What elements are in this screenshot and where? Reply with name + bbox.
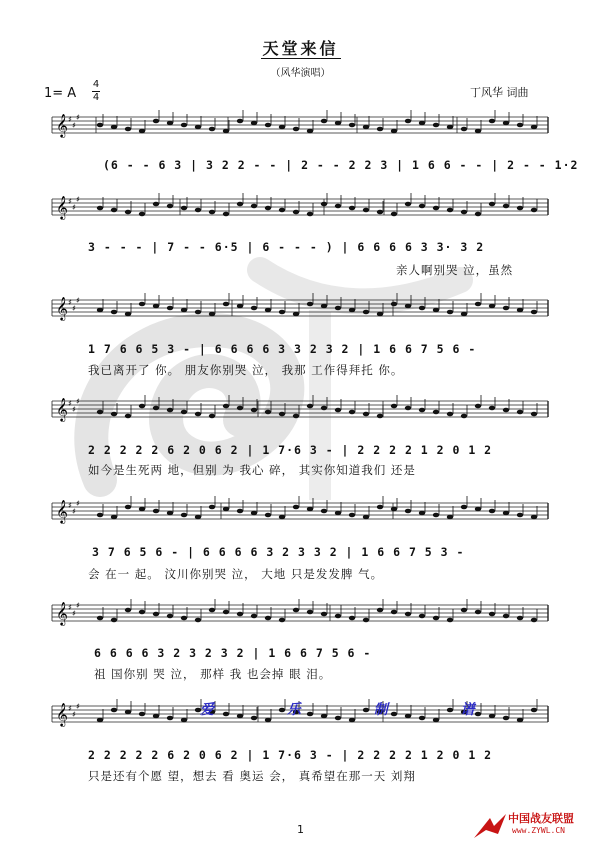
note-head xyxy=(405,406,411,411)
note-head xyxy=(363,208,369,213)
note-head xyxy=(209,312,215,317)
note-head xyxy=(125,608,131,613)
note-head xyxy=(335,121,341,126)
system-1-numbers: (6 - - 6 3 | 3 2 2 - - | 2 - - 2 2 3 | 1 6 6 - - | 2 - - 1·2 xyxy=(103,158,579,172)
note-head xyxy=(517,308,523,313)
note-head xyxy=(391,302,397,307)
note-head xyxy=(293,414,299,419)
note-head xyxy=(307,404,313,409)
note-head xyxy=(321,406,327,411)
note-head xyxy=(447,412,453,417)
note-head xyxy=(139,712,145,717)
note-head xyxy=(349,616,355,621)
note-head xyxy=(97,513,103,518)
note-head xyxy=(335,408,341,413)
note-head xyxy=(125,414,131,419)
note-head xyxy=(265,513,271,518)
note-head xyxy=(335,614,341,619)
note-head xyxy=(503,614,509,619)
note-head xyxy=(391,129,397,134)
system-7-numbers: 2 2 2 2 2 6 2 0 6 2 | 1 7·6 3 - | 2 2 2 2 1 2 0 1 2 xyxy=(88,748,493,762)
note-head xyxy=(223,610,229,615)
note-head xyxy=(489,509,495,514)
note-head xyxy=(531,125,537,130)
note-head xyxy=(139,404,145,409)
note-head xyxy=(209,127,215,132)
note-head xyxy=(433,513,439,518)
song-title: 天堂来信 xyxy=(262,39,339,58)
note-head xyxy=(195,618,201,623)
note-head xyxy=(279,310,285,315)
note-head xyxy=(349,410,355,415)
note-head xyxy=(363,412,369,417)
system-5-numbers: 3 7 6 5 6 - | 6 6 6 6 3 2 3 3 2 | 1 6 6 7 5 3 - xyxy=(92,545,465,559)
sharp-sign: ♯ xyxy=(72,710,76,719)
sharp-sign: ♯ xyxy=(72,609,76,618)
note-head xyxy=(475,507,481,512)
note-head xyxy=(237,612,243,617)
note-head xyxy=(209,210,215,215)
note-head xyxy=(209,414,215,419)
sharp-sign: ♯ xyxy=(68,115,72,124)
note-head xyxy=(153,714,159,719)
note-head xyxy=(251,614,257,619)
note-head xyxy=(139,212,145,217)
note-head xyxy=(391,507,397,512)
sharp-sign: ♯ xyxy=(76,499,80,508)
note-head xyxy=(405,612,411,617)
note-head xyxy=(363,515,369,520)
note-head xyxy=(97,718,103,723)
note-head xyxy=(517,616,523,621)
system-6-numbers: 6 6 6 6 3 2 3 2 3 2 | 1 6 6 7 5 6 - xyxy=(94,646,372,660)
note-head xyxy=(531,310,537,315)
sharp-sign: ♯ xyxy=(72,405,76,414)
note-head xyxy=(293,127,299,132)
note-head xyxy=(503,306,509,311)
note-head xyxy=(461,312,467,317)
system-4-numbers: 2 2 2 2 2 6 2 0 6 2 | 1 7·6 3 - | 2 2 2 2 1 2 0 1 2 xyxy=(88,443,493,457)
system-4-lyrics: 如今是生死两 地，但别 为 我心 碎， 其实你知道我们 还是 xyxy=(88,463,416,477)
note-head xyxy=(181,206,187,211)
note-head xyxy=(447,310,453,315)
note-head xyxy=(265,616,271,621)
note-head xyxy=(321,509,327,514)
note-head xyxy=(181,123,187,128)
sharp-sign: ♯ xyxy=(72,507,76,516)
note-head xyxy=(265,206,271,211)
note-head xyxy=(405,202,411,207)
sharp-sign: ♯ xyxy=(68,197,72,206)
note-head xyxy=(489,304,495,309)
note-head xyxy=(181,616,187,621)
note-head xyxy=(335,511,341,516)
sharp-sign: ♯ xyxy=(76,397,80,406)
note-head xyxy=(349,308,355,313)
system-3-lyrics: 我已离开了 你。 朋友你别哭 泣， 我那 工作得拜托 你。 xyxy=(88,363,404,377)
arranger-watermark: 爱 乐 制 谱 xyxy=(200,702,509,718)
note-head xyxy=(251,121,257,126)
sharp-sign: ♯ xyxy=(68,603,72,612)
note-head xyxy=(321,612,327,617)
treble-clef: 𝄞 xyxy=(56,397,68,421)
sharp-sign: ♯ xyxy=(72,304,76,313)
sharp-sign: ♯ xyxy=(72,203,76,212)
note-head xyxy=(419,204,425,209)
note-head xyxy=(279,125,285,130)
note-head xyxy=(447,515,453,520)
note-head xyxy=(139,507,145,512)
note-head xyxy=(279,208,285,213)
note-head xyxy=(237,119,243,124)
note-head xyxy=(475,610,481,615)
note-head xyxy=(167,121,173,126)
note-head xyxy=(349,513,355,518)
note-head xyxy=(391,610,397,615)
note-head xyxy=(517,718,523,723)
note-head xyxy=(237,406,243,411)
treble-clef: 𝄞 xyxy=(56,601,68,625)
note-head xyxy=(461,505,467,510)
key-signature: 1= A xyxy=(44,86,77,101)
system-2-lyrics: 亲人啊别哭 泣，虽然 xyxy=(396,263,514,277)
note-head xyxy=(279,412,285,417)
note-head xyxy=(153,509,159,514)
note-head xyxy=(335,204,341,209)
note-head xyxy=(111,515,117,520)
note-head xyxy=(531,515,537,520)
note-head xyxy=(237,202,243,207)
note-head xyxy=(447,618,453,623)
sharp-sign: ♯ xyxy=(76,601,80,610)
note-head xyxy=(433,123,439,128)
note-head xyxy=(223,507,229,512)
note-head xyxy=(209,608,215,613)
note-head xyxy=(461,210,467,215)
note-head xyxy=(335,306,341,311)
time-bottom: 4 xyxy=(92,92,100,103)
note-head xyxy=(377,505,383,510)
treble-clef: 𝄞 xyxy=(56,499,68,523)
note-head xyxy=(265,123,271,128)
note-head xyxy=(293,608,299,613)
note-head xyxy=(111,125,117,130)
treble-clef: 𝄞 xyxy=(56,195,68,219)
note-head xyxy=(363,618,369,623)
note-head xyxy=(111,618,117,623)
note-head xyxy=(195,412,201,417)
note-head xyxy=(223,212,229,217)
note-head xyxy=(307,212,313,217)
note-head xyxy=(433,410,439,415)
note-head xyxy=(279,618,285,623)
note-head xyxy=(391,404,397,409)
note-head xyxy=(97,123,103,128)
note-head xyxy=(475,212,481,217)
credit: 丁风华 词曲 xyxy=(470,86,529,99)
note-head xyxy=(531,412,537,417)
note-head xyxy=(195,310,201,315)
sharp-sign: ♯ xyxy=(68,298,72,307)
note-head xyxy=(517,206,523,211)
note-head xyxy=(251,306,257,311)
note-head xyxy=(433,308,439,313)
note-head xyxy=(517,410,523,415)
note-head xyxy=(181,410,187,415)
note-head xyxy=(377,127,383,132)
note-head xyxy=(111,708,117,713)
note-head xyxy=(363,310,369,315)
note-head xyxy=(503,204,509,209)
note-head xyxy=(489,612,495,617)
note-head xyxy=(167,306,173,311)
note-head xyxy=(153,406,159,411)
note-head xyxy=(461,608,467,613)
note-head xyxy=(181,513,187,518)
note-head xyxy=(531,708,537,713)
note-head xyxy=(293,505,299,510)
note-head xyxy=(461,414,467,419)
note-head xyxy=(111,208,117,213)
logo-url: www.ZYWL.CN xyxy=(512,826,565,835)
note-head xyxy=(153,304,159,309)
note-head xyxy=(167,614,173,619)
note-head xyxy=(419,408,425,413)
note-head xyxy=(153,119,159,124)
note-head xyxy=(97,206,103,211)
note-head xyxy=(447,208,453,213)
treble-clef: 𝄞 xyxy=(56,113,68,137)
note-head xyxy=(307,610,313,615)
note-head xyxy=(209,505,215,510)
note-head xyxy=(251,408,257,413)
note-head xyxy=(377,312,383,317)
note-head xyxy=(181,308,187,313)
note-head xyxy=(307,302,313,307)
note-head xyxy=(349,206,355,211)
note-head xyxy=(321,304,327,309)
note-head xyxy=(265,308,271,313)
note-head xyxy=(139,302,145,307)
sharp-sign: ♯ xyxy=(76,195,80,204)
note-head xyxy=(125,312,131,317)
note-head xyxy=(153,612,159,617)
note-head xyxy=(475,129,481,134)
note-head xyxy=(111,412,117,417)
note-head xyxy=(293,312,299,317)
system-2-numbers: 3 - - - | 7 - - 6·5 | 6 - - - ) | 6 6 6 6 3 3· 3 2 xyxy=(88,240,485,254)
time-top: 4 xyxy=(92,79,100,90)
note-head xyxy=(475,302,481,307)
note-head xyxy=(321,202,327,207)
system-3-numbers: 1 7 6 6 5 3 - | 6 6 6 6 3 3 2 3 2 | 1 6 6 7 5 6 - xyxy=(88,342,477,356)
note-head xyxy=(419,121,425,126)
note-head xyxy=(363,125,369,130)
note-head xyxy=(405,509,411,514)
treble-clef: 𝄞 xyxy=(56,296,68,320)
note-head xyxy=(125,505,131,510)
system-5-lyrics: 会 在一 起。 汶川你别哭 泣， 大地 只是发发脾 气。 xyxy=(88,567,384,581)
note-head xyxy=(111,310,117,315)
note-head xyxy=(167,511,173,516)
note-head xyxy=(531,208,537,213)
note-head xyxy=(125,710,131,715)
note-head xyxy=(251,204,257,209)
note-head xyxy=(195,125,201,130)
note-head xyxy=(307,507,313,512)
note-head xyxy=(447,125,453,130)
note-head xyxy=(293,210,299,215)
sharp-sign: ♯ xyxy=(76,113,80,122)
note-head xyxy=(97,410,103,415)
note-head xyxy=(377,414,383,419)
song-subtitle: （风华演唱） xyxy=(270,68,331,79)
note-head xyxy=(181,718,187,723)
note-head xyxy=(405,119,411,124)
note-head xyxy=(279,515,285,520)
note-head xyxy=(139,129,145,134)
note-head xyxy=(97,616,103,621)
note-head xyxy=(517,123,523,128)
note-head xyxy=(195,208,201,213)
note-head xyxy=(489,119,495,124)
sharp-sign: ♯ xyxy=(76,702,80,711)
note-head xyxy=(419,306,425,311)
sharp-sign: ♯ xyxy=(68,501,72,510)
note-head xyxy=(97,308,103,313)
logo-name: 中国战友联盟 xyxy=(508,812,574,825)
note-head xyxy=(489,202,495,207)
note-head xyxy=(391,212,397,217)
note-head xyxy=(167,716,173,721)
page-number: 1 xyxy=(297,823,304,836)
sharp-sign: ♯ xyxy=(68,704,72,713)
note-head xyxy=(433,616,439,621)
note-head xyxy=(167,204,173,209)
note-head xyxy=(251,511,257,516)
note-head xyxy=(377,210,383,215)
note-head xyxy=(237,509,243,514)
note-head xyxy=(475,404,481,409)
note-head xyxy=(153,202,159,207)
note-head xyxy=(503,121,509,126)
note-head xyxy=(167,408,173,413)
note-head xyxy=(377,608,383,613)
note-head xyxy=(349,123,355,128)
note-head xyxy=(195,515,201,520)
note-head xyxy=(433,206,439,211)
note-head xyxy=(223,302,229,307)
note-head xyxy=(125,210,131,215)
note-head xyxy=(531,618,537,623)
note-head xyxy=(503,511,509,516)
note-head xyxy=(125,127,131,132)
note-head xyxy=(503,408,509,413)
note-head xyxy=(419,614,425,619)
note-head xyxy=(265,410,271,415)
note-head xyxy=(223,129,229,134)
note-head xyxy=(307,129,313,134)
sharp-sign: ♯ xyxy=(72,121,76,130)
note-head xyxy=(489,406,495,411)
note-head xyxy=(405,304,411,309)
note-head xyxy=(321,119,327,124)
note-head xyxy=(223,404,229,409)
note-head xyxy=(237,304,243,309)
treble-clef: 𝄞 xyxy=(56,702,68,726)
note-head xyxy=(517,513,523,518)
note-head xyxy=(461,127,467,132)
sharp-sign: ♯ xyxy=(68,399,72,408)
system-7-lyrics: 只是还有个愿 望，想去 看 奥运 会， 真希望在那一天 刘翔 xyxy=(88,769,416,783)
system-6-lyrics: 祖 国你别 哭 泣， 那样 我 也会掉 眼 泪。 xyxy=(94,667,332,681)
sharp-sign: ♯ xyxy=(76,296,80,305)
note-head xyxy=(139,610,145,615)
note-head xyxy=(419,511,425,516)
